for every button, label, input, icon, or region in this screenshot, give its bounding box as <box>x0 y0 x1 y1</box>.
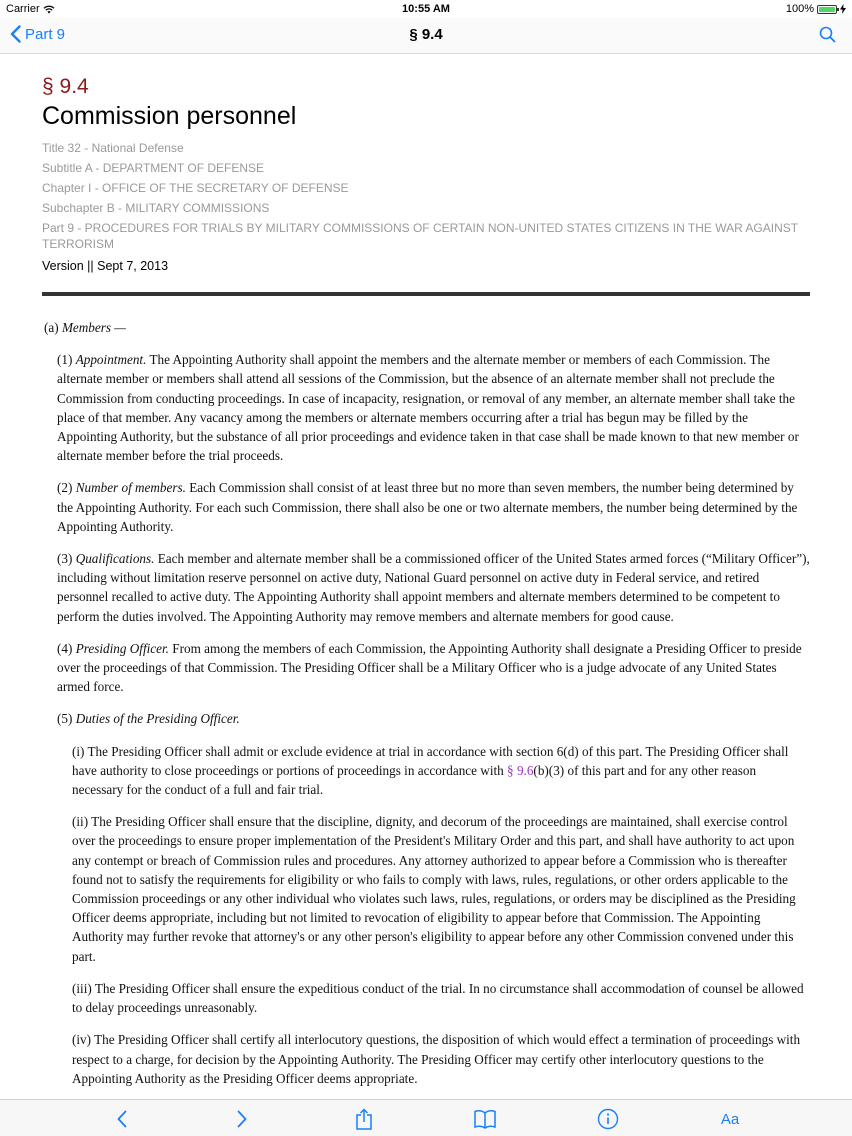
paragraph-a5-iii-text: (iii) The Presiding Officer shall ensure the expeditious conduct of the trial. In no circumstance shall accommodation of counsel be allowed to delay proceedings unreasonably. <box>72 980 804 1016</box>
paragraph-a5-iv-text: (iv) The Presiding Officer shall certify all interlocutory questions, the disposition of which would effect a termination of proceedings with respect to a charge, for decision by the Appointing Authority. The Presiding Officer may certify other interlocutory questions to the Appointing Authority as the Presiding Officer deems appropriate. <box>72 1032 801 1086</box>
battery-indicator <box>786 3 846 15</box>
breadcrumb <box>42 140 810 252</box>
charging-bolt-icon <box>840 4 846 14</box>
paragraph-a1 <box>0 337 852 465</box>
status-bar <box>0 0 852 18</box>
paragraph-a5-iii <box>0 966 852 1017</box>
meta-subtitle: Subtitle A - DEPARTMENT OF DEFENSE <box>42 161 265 175</box>
battery-percent: 100% <box>785 3 814 15</box>
paragraph-a3-heading: Qualifications. <box>75 551 155 567</box>
meta-subchapter: Subchapter B - MILITARY COMMISSIONS <box>42 201 270 215</box>
paragraph-a4-text: From among the members of each Commission, the Appointing Authority shall designate a Presiding Officer to preside over the proceedings of that Commission. The Presiding Officer shall be a Military Officer who is a judge advocate of any United States armed force. <box>57 640 802 695</box>
next-section-button[interactable] <box>230 1107 254 1131</box>
chevron-left-icon <box>116 1110 128 1128</box>
meta-title: Title 32 - National Defense <box>42 141 184 155</box>
paragraph-a <box>0 296 852 337</box>
paragraph-a3 <box>0 536 852 626</box>
paragraph-a-heading: Members — <box>61 320 127 335</box>
paragraph-a5-heading: Duties of the Presiding Officer. <box>75 711 240 727</box>
paragraph-a5-i-text-start: (i) The Presiding Officer shall admit or exclude evidence at trial in accordance with section 6(d) of this part. The Presiding Officer shall have authority to close proceedings or portions of proceedings in accordance with <box>72 743 789 778</box>
bottom-toolbar <box>0 1099 852 1136</box>
font-size-button[interactable]: Aa <box>720 1110 740 1128</box>
section-number: § 9.4 <box>42 75 89 98</box>
paragraph-a4 <box>0 626 852 697</box>
carrier-label: Carrier <box>6 3 40 15</box>
battery-icon <box>817 5 837 14</box>
paragraph-a3-label: (3) <box>57 551 73 567</box>
search-button[interactable] <box>819 26 836 48</box>
paragraph-a2-heading: Number of members. <box>75 480 186 496</box>
paragraph-a2-label: (2) <box>57 480 73 496</box>
back-button-label: Part 9 <box>25 25 66 43</box>
paragraph-a2-text: Each Commission shall consist of at least three but no more than seven members, the number being determined by the Appointing Authority. For each such Commission, there shall also be one or two alternate members, the number being determined by the Appointing Authority. <box>57 480 798 534</box>
page-title: Commission personnel <box>42 102 297 130</box>
previous-section-button[interactable] <box>110 1107 134 1131</box>
section-body <box>0 296 852 1088</box>
paragraph-a5-ii-text: (ii) The Presiding Officer shall ensure that the discipline, dignity, and decorum of the proceedings are maintained, shall exercise control over the proceedings to ensure proper implementation of the President's Military Order and this part, and shall have authority to act upon any contempt or breach of Commission rules and procedures. Any attorney authorized to appear before a Commission who is thereafter found not to satisfy the requirements for eligibility or who fails to comply with laws, rules, regulations, or other orders applicable to the Commission proceedings or any other individual who violates such laws, rules, regulations, or orders may be disciplined as the Presiding Officer deems appropriate, including but not limited to revocation of eligibility to appear before that Commission. The Appointing Authority may further revoke that attorney's or any other person's eligibility to appear before any other Commission convened under this part. <box>72 814 796 964</box>
paragraph-a5-iv <box>0 1017 852 1088</box>
paragraph-a1-label: (1) <box>57 352 73 368</box>
bookmarks-button[interactable] <box>473 1107 497 1131</box>
share-button[interactable] <box>352 1107 376 1131</box>
share-icon <box>355 1108 373 1130</box>
book-icon <box>473 1109 497 1129</box>
chevron-right-icon <box>236 1110 248 1128</box>
paragraph-a5-label: (5) <box>57 711 73 727</box>
section-link[interactable]: § 9.6 <box>507 762 534 778</box>
paragraph-a3-text: Each member and alternate member shall be a commissioned officer of the United States armed forces (“Military Officer”), including without limitation reserve personnel on active duty, National Guard personnel on active duty in Federal service, and retired personnel recalled to active duty. The Appointing Authority shall appoint members and alternate members determined to be competent to perform the duties involved. The Appointing Authority may remove members and alternate members for good cause. <box>57 551 810 624</box>
paragraph-a4-label: (4) <box>57 640 73 656</box>
paragraph-a1-heading: Appointment. <box>75 352 147 368</box>
paragraph-a5-i <box>0 729 852 800</box>
paragraph-a5-ii <box>0 799 852 966</box>
meta-part: Part 9 - PROCEDURES FOR TRIALS BY MILITARY COMMISSIONS OF CERTAIN NON-UNITED STATES CITIZENS IN THE WAR AGAINST TERRORISM <box>42 221 798 251</box>
paragraph-a5 <box>0 696 852 728</box>
paragraph-a-label: (a) <box>44 320 59 335</box>
info-button[interactable] <box>596 1107 620 1131</box>
paragraph-a2 <box>0 465 852 536</box>
version-label: Version || Sept 7, 2013 <box>42 259 169 273</box>
paragraph-a1-text: The Appointing Authority shall appoint the members and the alternate member or members of each Commission. The alternate member or members shall attend all sessions of the Commission, but the absence of an alternate member shall not preclude the Commission from conducting proceedings. In case of incapacity, resignation, or removal of any member, an alternate member shall take the place of that member. Any vacancy among the members or alternate members occurring after a trial has begun may be filled by the Appointing Authority, but the substance of all prior proceedings and evidence taken in that case shall be made known to that new member or alternate member before the trial proceeds. <box>57 352 799 464</box>
search-icon <box>819 26 836 43</box>
document-content[interactable] <box>0 54 852 1099</box>
paragraph-a5-i-text-end: (b)(3) of this part and for any other reason necessary for the conduct of a full and fair trial. <box>72 762 757 798</box>
navigation-bar <box>0 18 852 54</box>
nav-title: § 9.4 <box>409 26 443 43</box>
clock: 10:55 AM <box>402 3 450 15</box>
paragraph-a4-heading: Presiding Officer. <box>75 640 169 656</box>
meta-chapter: Chapter I - OFFICE OF THE SECRETARY OF DEFENSE <box>42 181 349 195</box>
info-icon <box>597 1108 619 1130</box>
section-header <box>0 54 852 274</box>
